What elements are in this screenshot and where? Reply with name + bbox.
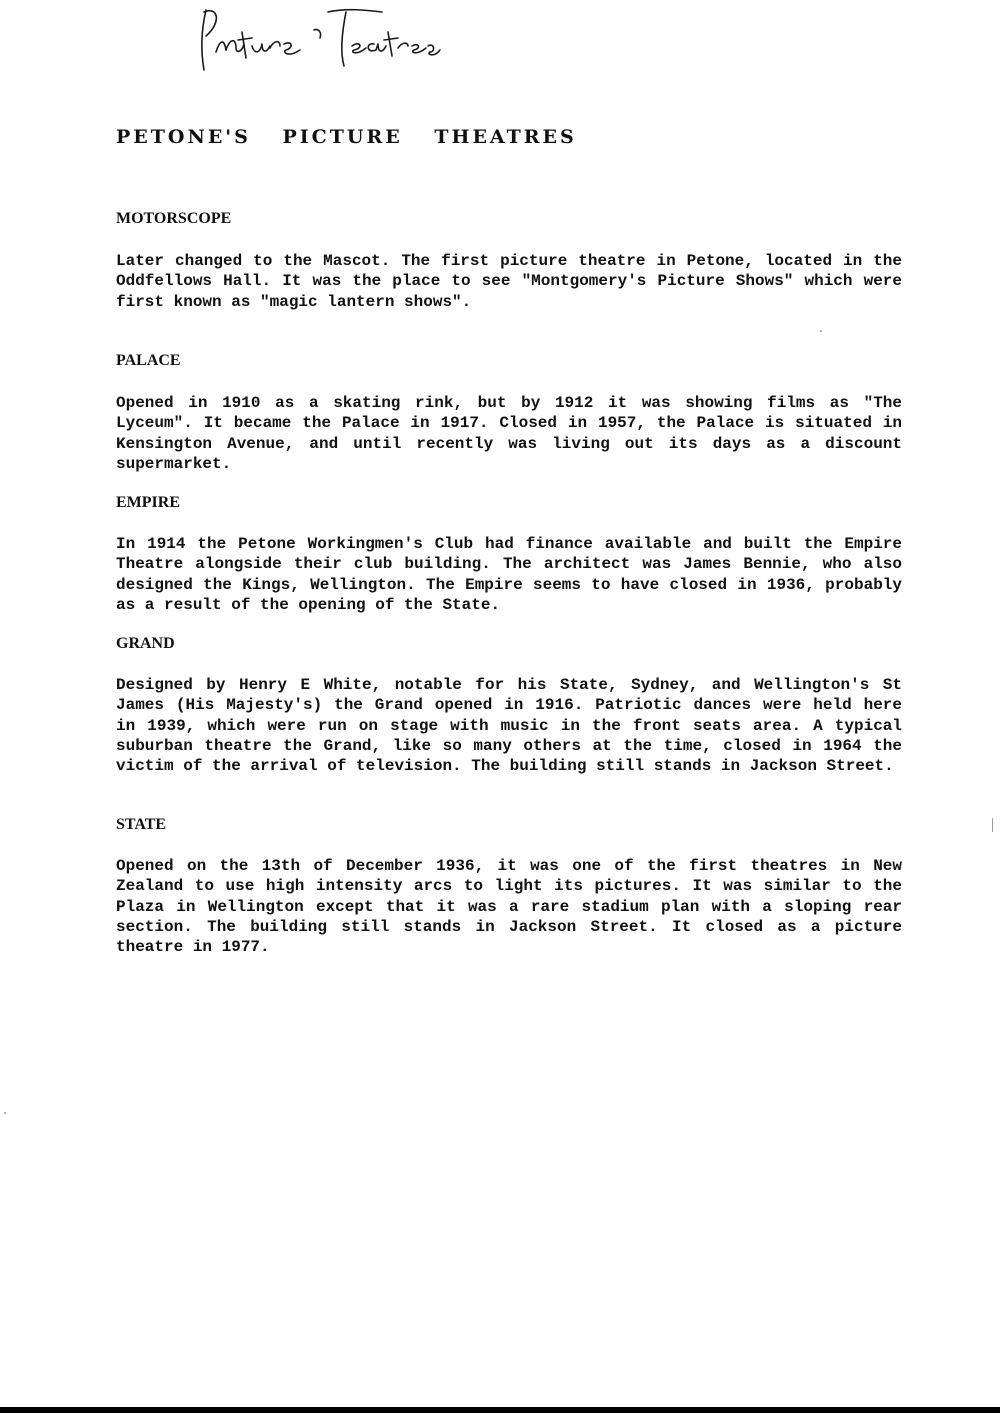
section-heading-palace: PALACE xyxy=(116,352,181,369)
scan-speck xyxy=(4,1112,6,1114)
scan-speck xyxy=(820,330,822,332)
section-text-empire: In 1914 the Petone Workingmen's Club had finance available and built the Empire Theatre alongside their club building. The architect was James Bennie, who also designed the Kings, Wellington. The Empire seems to have closed in 1936, probably as a result of the opening of the State. xyxy=(116,535,902,614)
section-text-motorscope: Later changed to the Mascot. The first picture theatre in Petone, located in the Oddfellows Hall. It was the place to see "Montgomery's Picture Shows" which were first known as "magic lantern shows". xyxy=(116,252,902,311)
section-text-palace: Opened in 1910 as a skating rink, but by 1912 it was showing films as "The Lyceum". It became the Palace in 1917. Closed in 1957, the Palace is situated in Kensington Avenue, and until recently was living out its days as a discount supermarket. xyxy=(116,394,902,473)
scan-bottom-edge xyxy=(0,1407,1000,1413)
scan-speck xyxy=(992,818,993,832)
section-text-grand: Designed by Henry E White, notable for his State, Sydney, and Wellington's St James (His Majesty's) the Grand opened in 1916. Patriotic dances were held here in 1939, which were run on stage with music in the front seats area. A typical suburban theatre the Grand, like so many others at the time, closed in 1964 the victim of the arrival of television. The building still stands in Jackson Street. xyxy=(116,676,902,776)
page-title: PETONE'S PICTURE THEATRES xyxy=(116,126,577,148)
section-heading-grand: GRAND xyxy=(116,635,175,652)
section-text-state: Opened on the 13th of December 1936, it was one of the first theatres in New Zealand to use high intensity arcs to light its pictures. It was similar to the Plaza in Wellington except that it was a rare stadium plan with a sloping rear section. The building still stands in Jackson Street. It closed as a picture theatre in 1977. xyxy=(116,857,902,957)
section-heading-motorscope: MOTORSCOPE xyxy=(116,210,232,227)
section-heading-state: STATE xyxy=(116,816,167,833)
handwritten-annotation xyxy=(196,2,446,82)
section-heading-empire: EMPIRE xyxy=(116,494,180,511)
